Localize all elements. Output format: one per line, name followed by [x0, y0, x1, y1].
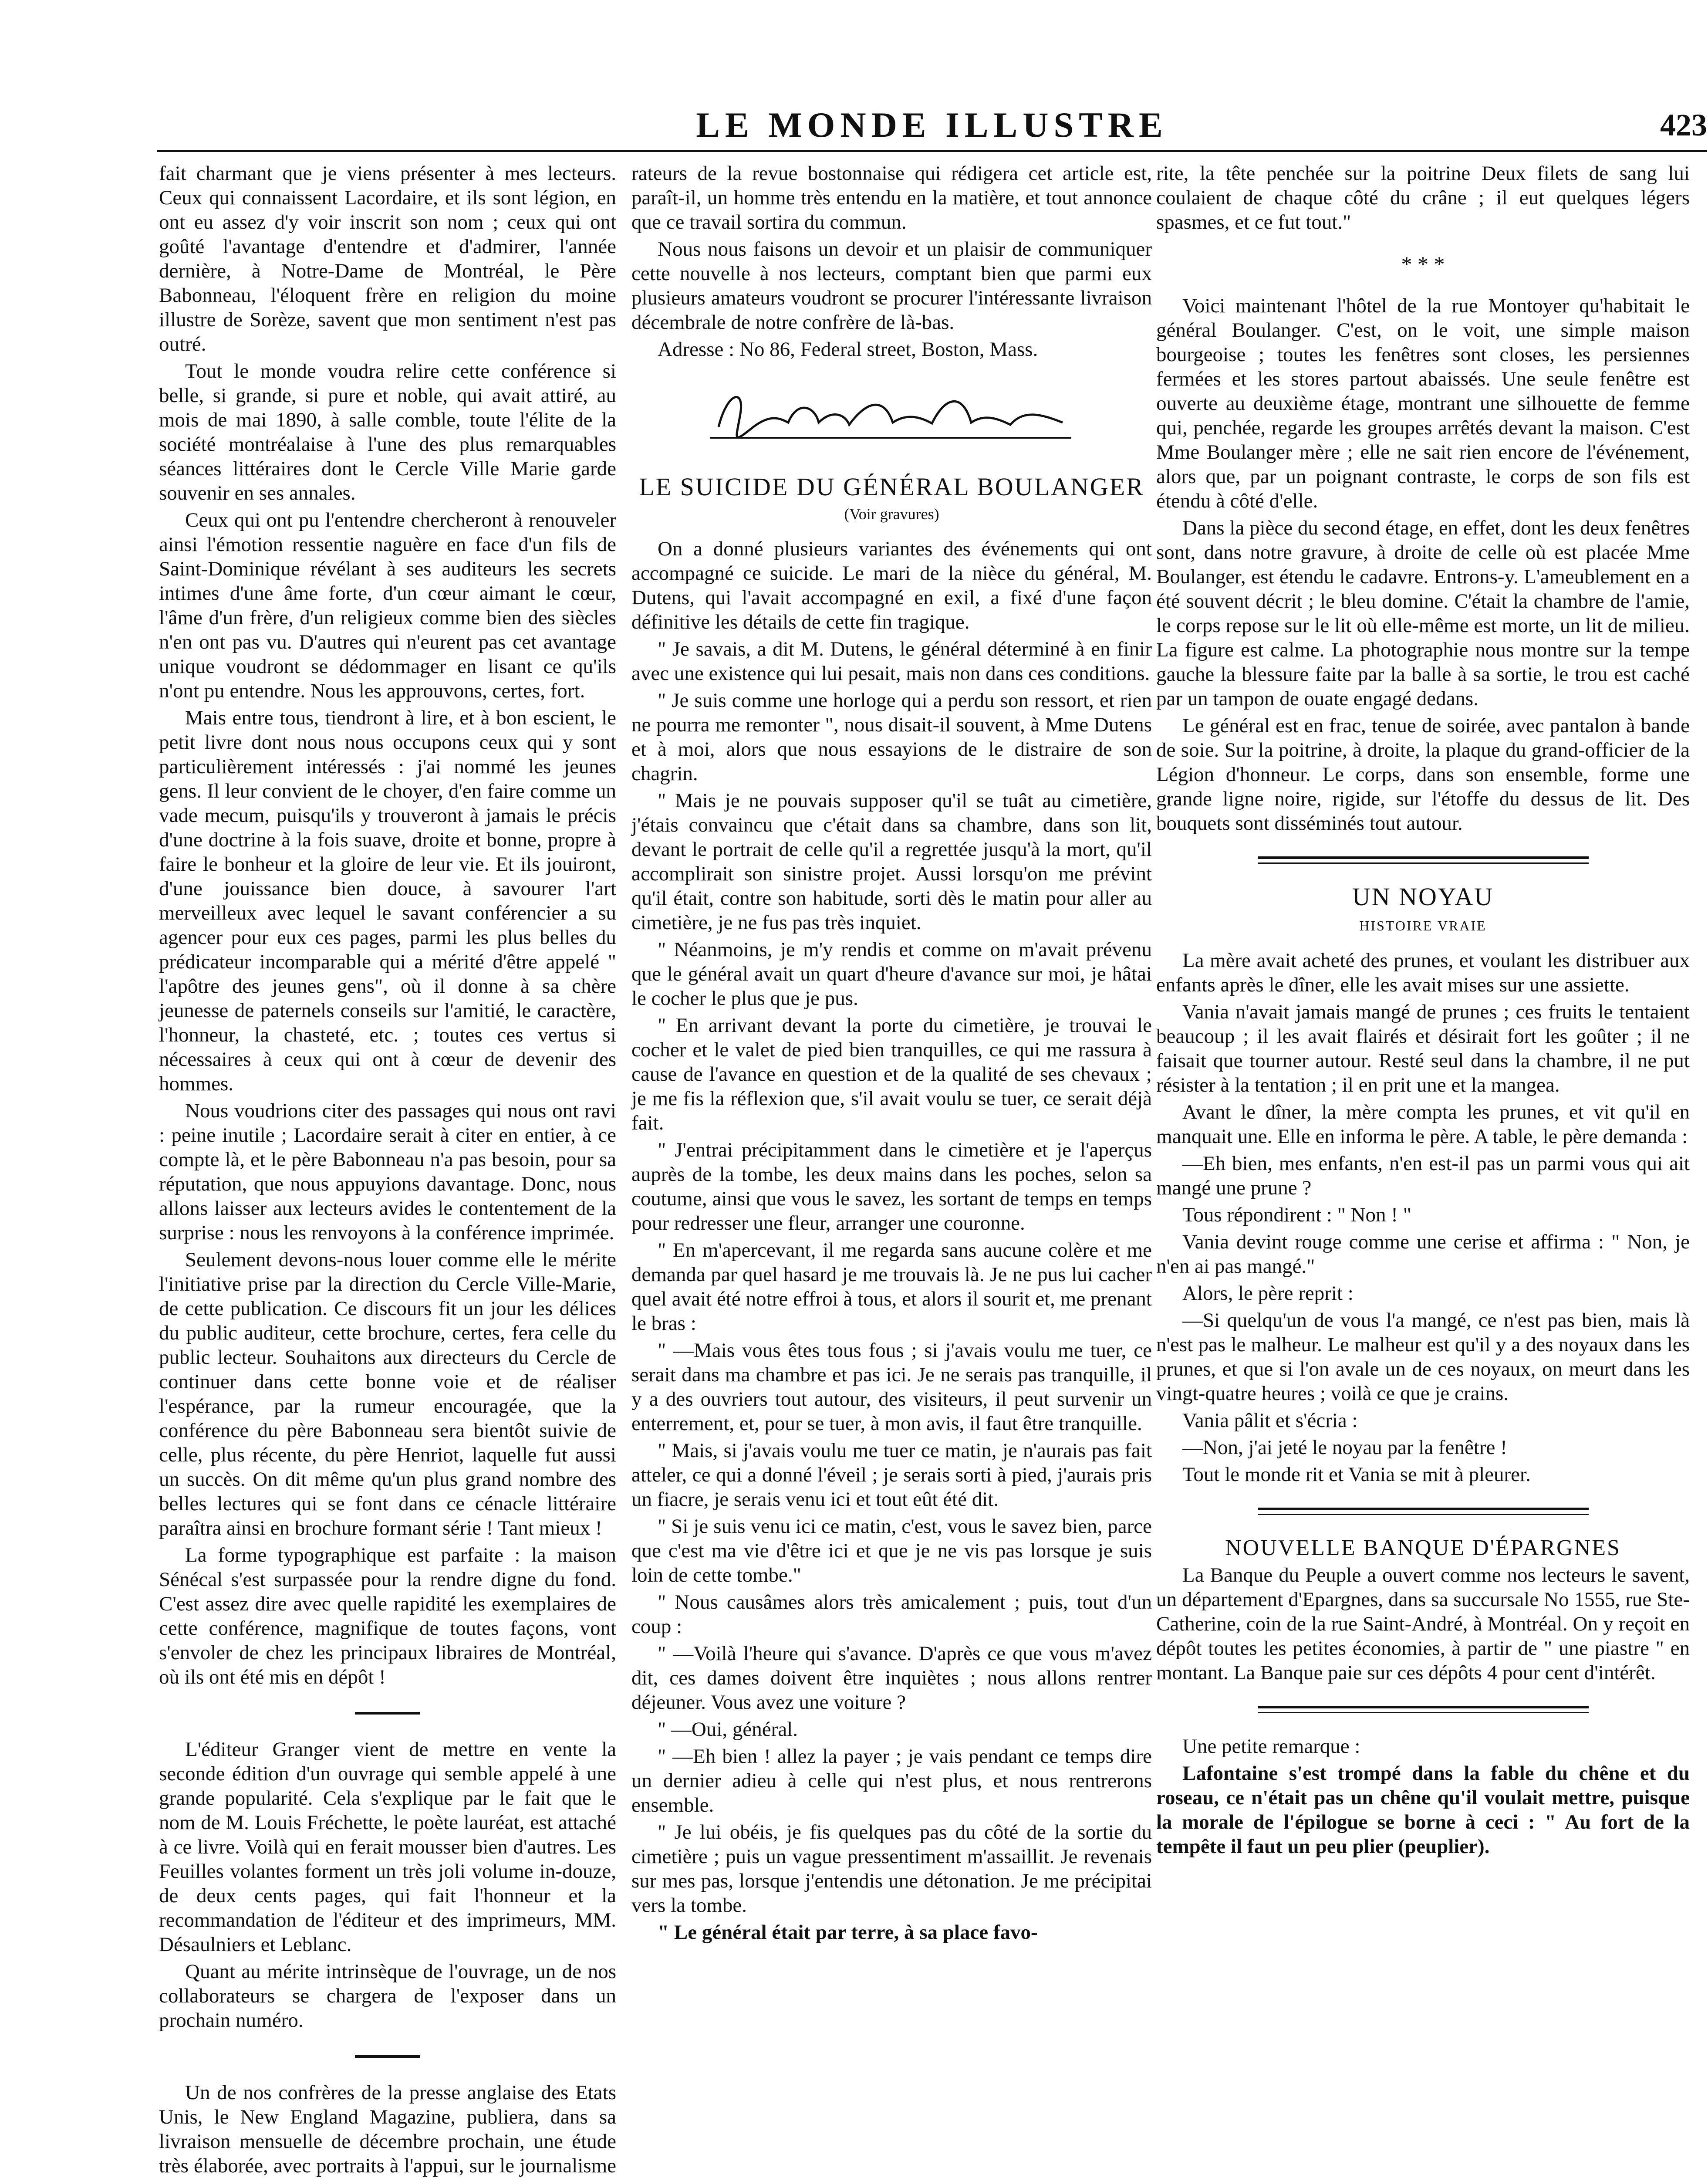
paragraph: On a donné plusieurs variantes des événements qui ont accompagné ce suicide. Le mari de la nièce du général, M. Dutens, qui l'avait accompagné en exil, a fixé d'une façon définitive les détails de cette fin tragique. — [631, 538, 1152, 633]
section-divider — [355, 1712, 420, 1715]
paragraph: Tous répondirent : " Non ! " — [1182, 1204, 1411, 1226]
paragraph: Un de nos confrères de la presse anglaise des Etats Unis, le New England Magazine, publiera, dans sa livraison mensuelle de décembre prochain, une étude très élaborée, avec portraits à l'appui, sur le journalisme — [159, 2081, 616, 2177]
paragraph: Vania pâlit et s'écria : — [1182, 1409, 1358, 1432]
noyau-subtitle: HISTOIRE VRAIE — [1359, 918, 1487, 933]
paragraph: —Non, j'ai jeté le noyau par la fenêtre ! — [1182, 1436, 1507, 1459]
section-divider — [1258, 1508, 1589, 1515]
paragraph: " —Voilà l'heure qui s'avance. D'après ce que vous m'avez dit, ces dames doivent être inquiètes ; nous allons rentrer déjeuner. Vous avez une voiture ? — [631, 1642, 1152, 1714]
paragraph: Avant le dîner, la mère compta les prunes, et vit qu'il en manquait une. Elle en informa le père. A table, le père demanda : — [1156, 1101, 1690, 1148]
section-divider — [1258, 856, 1589, 864]
paragraph: Seulement devons-nous louer comme elle le mérite l'initiative prise par la direction du Cercle Ville-Marie, de cette publication. Ce discours fit un jour les délices du public auditeur, cette brochure, certes, fera celle du public lecteur. Souhaitons aux directeurs du Cercle de continuer dans cette bonne voie et de réaliser l'espérance, par la rumeur encouragée, que la conférence du père Babonneau sera bientôt suivie de celle, plus récente, du père Henriot, laquelle fut aussi un succès. On dit même qu'un plus grand nombre des belles lectures qui se font dans ce cénacle littéraire paraîtra ainsi en brochure formant série ! Tant mieux ! — [159, 1248, 616, 1539]
signature — [631, 375, 1152, 457]
address-line: Adresse : No 86, Federal street, Boston, Mass. — [658, 338, 1038, 361]
column-2 — [631, 161, 1152, 1947]
paragraph: " —Mais vous êtes tous fous ; si j'avais voulu me tuer, ce serait dans ma chambre et pas ici. Je ne serais pas tranquille, il y a des ouvriers tout autour, des visiteurs, il peut survenir un enterrement, et, pour se tuer, à mon avis, il faut être tranquille. — [631, 1339, 1152, 1435]
paragraph: " En m'apercevant, il me regarda sans aucune colère et me demanda par quel hasard je me trouvais là. Je ne pus lui cacher quel avait été notre effroi à tous, et alors il sourit et, me prenant le bras : — [631, 1239, 1152, 1335]
paragraph: " Je suis comme une horloge qui a perdu son ressort, et rien ne pourra me remonter ", nous disait-il souvent, à Mme Dutens et à moi, alors que nous essayions de le distraire de son chagrin. — [631, 689, 1152, 785]
paragraph: " Le général était par terre, à sa place favo- — [658, 1921, 1038, 1944]
paragraph: Une petite remarque : — [1182, 1735, 1360, 1758]
paragraph: " Je savais, a dit M. Dutens, le général déterminé à en finir avec une existence qui lui pesait, mais non dans ces conditions. — [631, 638, 1152, 685]
paragraph: Quant au mérite intrinsèque de l'ouvrage, un de nos collaborateurs se chargera de l'exposer dans un prochain numéro. — [159, 1960, 616, 2032]
paragraph: Nous voudrions citer des passages qui nous ont ravi : peine inutile ; Lacordaire serait à citer en entier, à ce compte là, et le père Babonneau n'a pas besoin, pour sa réputation, que nous appuyions davantage. Donc, nous allons laisser aux lecteurs avides le contentement de la surprise : nous les renvoyons à la conférence imprimée. — [159, 1099, 616, 1244]
paragraph: Vania devint rouge comme une cerise et affirma : " Non, je n'en ai pas mangé." — [1156, 1231, 1690, 1278]
paragraph: rateurs de la revue bostonnaise qui rédigera cet article est, paraît-il, un homme très entendu en la matière, et tout annonce que ce travail sortira du commun. — [631, 162, 1152, 233]
paragraph: " J'entrai précipitamment dans le cimetière et je l'aperçus auprès de la tombe, les deux mains dans les poches, selon sa coutume, ainsi que vous le savez, les sortant de temps en temps pour redresser une fleur, arranger une couronne. — [631, 1139, 1152, 1234]
paragraph: Tout le monde rit et Vania se mit à pleurer. — [1182, 1463, 1531, 1486]
paragraph: " Si je suis venu ici ce matin, c'est, vous le savez bien, parce que c'est ma vie d'être ici et que je ne vis pas lorsque je suis loin de cette tombe." — [631, 1515, 1152, 1586]
section-divider — [355, 2055, 420, 2058]
masthead — [157, 105, 1707, 152]
masthead-rule — [157, 150, 1707, 152]
paragraph: Lafontaine s'est trompé dans la fable du chêne et du roseau, ce n'était pas un chêne qu'il voulait mettre, puisque la morale de l'épilogue se borne à ceci : " Au fort de la tempête il faut un peu plier (peuplier). — [1156, 1762, 1690, 1858]
paragraph: La forme typographique est parfaite : la maison Sénécal s'est surpassée pour la rendre digne du fond. C'est assez dire avec quelle rapidité les exemplaires de cette conférence, magnifique de toutes façons, vont s'envoler de chez les principaux libraires de Montréal, où ils ont été mis en dépôt ! — [159, 1544, 616, 1688]
section-divider — [1258, 1706, 1589, 1713]
paragraph: Nous nous faisons un devoir et un plaisir de communiquer cette nouvelle à nos lecteurs, comptant bien que parmi eux plusieurs amateurs voudront se procurer l'intéressante livraison décembrale de notre confrère de là-bas. — [631, 238, 1152, 334]
paragraph: " —Eh bien ! allez la payer ; je vais pendant ce temps dire un dernier adieu à celle qui n'est plus, et nous rentrerons ensemble. — [631, 1745, 1152, 1816]
paragraph: Dans la pièce du second étage, en effet, dont les deux fenêtres sont, dans notre gravure, à droite de celle où est placée Mme Boulanger, est étendu le cadavre. Entrons-y. L'ameublement en a été souvent décrit ; le bleu domine. C'était la chambre de l'amie, le corps repose sur le lit où elle-même est morte, un lit de milieu. La figure est calme. La photographie nous montre sur la tempe gauche la blessure faite par la balle à sa sortie, le trou est caché par un tampon de ouate engagé dedans. — [1156, 517, 1690, 710]
paragraph: Ceux qui ont pu l'entendre chercheront à renouveler ainsi l'émotion ressentie naguère en face d'un fils de Saint-Dominique révélant à ses auditeurs les secrets intimes d'une âme forte, d'un cœur aimant le cœur, l'âme d'un frère, d'un religieux comme bien des siècles n'en ont pas vu. D'autres qui n'eurent pas cet avantage unique voudront se dédommager en lisant ce qu'ils n'ont pu entendre. Nous les approuvons, certes, fort. — [159, 509, 616, 702]
paragraph: rite, la tête penchée sur la poitrine Deux filets de sang lui coulaient de chaque côté du crâne ; il eut quelques légers spasmes, et ce fut tout." — [1156, 162, 1690, 233]
paragraph: L'éditeur Granger vient de mettre en vente la seconde édition d'un ouvrage qui semble appelé à une grande popularité. Cela s'explique par le fait que le nom de M. Louis Fréchette, le poète lauréat, est attaché à ce livre. Voilà qui en ferait mousser bien d'autres. Les Feuilles volantes forment un très joli volume in-douze, de deux cents pages, qui fait l'honneur et la recommandation de l'éditeur et des imprimeurs, MM. Désaulniers et Leblanc. — [159, 1738, 616, 1956]
article-subtitle: (Voir gravures) — [844, 505, 939, 523]
article-title: LE SUICIDE DU GÉNÉRAL BOULANGER — [639, 473, 1144, 501]
page-number: 423 — [1660, 108, 1707, 142]
paragraph: Alors, le père reprit : — [1182, 1282, 1354, 1305]
paragraph: " En arrivant devant la porte du cimetière, je trouvai le cocher et le valet de pied bien tranquilles, ce qui me rassura à cause de l'avance en question et de la qualité de ses chevaux ; je me fis la réflexion que, s'il avait voulu se tuer, ce serait déjà fait. — [631, 1014, 1152, 1134]
paragraph: " Je lui obéis, je fis quelques pas du côté de la sortie du cimetière ; puis un vague pressentiment m'assaillit. Je revenais sur mes pas, lorsque j'entendis une détonation. Je me précipitai vers la tombe. — [631, 1821, 1152, 1917]
noyau-title: UN NOYAU — [1352, 883, 1494, 911]
paragraph: " —Oui, général. — [658, 1718, 798, 1741]
paragraph: " Nous causâmes alors très amicalement ; puis, tout d'un coup : — [631, 1591, 1152, 1638]
paragraph: " Mais je ne pouvais supposer qu'il se tuât au cimetière, j'étais convaincu que c'était dans sa chambre, dans son lit, devant le portrait de celle qu'il a regrettée jusqu'à la mort, qu'il accomplirait son sinistre projet. Aussi lorsqu'on me prévint qu'il était, contre son habitude, sorti dès le matin pour aller au cimetière, je ne fus pas très inquiet. — [631, 789, 1152, 934]
paragraph: Le général est en frac, tenue de soirée, avec pantalon à bande de soie. Sur la poitrine, à droite, la plaque du grand-officier de la Légion d'honneur. Le corps, dans son ensemble, forme une grande ligne noire, rigide, sur l'étoffe du dessus de lit. Des bouquets sont disséminés tout autour. — [1156, 714, 1690, 835]
paragraph: Vania n'avait jamais mangé de prunes ; ces fruits le tentaient beaucoup ; il les avait flairés et désirait fort les goûter ; il ne faisait que tourner autour. Resté seul dans la chambre, il ne put résister à la tentation ; il en prit une et la mangea. — [1156, 1001, 1690, 1096]
banque-title: NOUVELLE BANQUE D'ÉPARGNES — [1225, 1535, 1621, 1560]
paragraph: —Si quelqu'un de vous l'a mangé, ce n'est pas bien, mais là n'est pas le malheur. Le malheur est qu'il y a des noyaux dans les prunes, et que si l'on avale un de ces noyaux, on meurt dans les vingt-quatre heures ; voilà ce que je crains. — [1156, 1309, 1690, 1405]
paragraph: —Eh bien, mes enfants, n'en est-il pas un parmi vous qui ait mangé une prune ? — [1156, 1152, 1690, 1199]
newspaper-title: LE MONDE ILLUSTRE — [696, 105, 1168, 145]
paragraph: " Mais, si j'avais voulu me tuer ce matin, je n'aurais pas fait atteler, ce qui a donné l'éveil ; je serais sorti à pied, j'aurais pris un fiacre, je serais venu ici et tout eût été dit. — [631, 1439, 1152, 1511]
asterism: * * * — [1401, 252, 1445, 276]
paragraph: Mais entre tous, tiendront à lire, et à bon escient, le petit livre dont nous nous occupons ceux qui y sont particulièrement intéressés : j'ai nommé les jeunes gens. Il leur convient de le choyer, d'en faire comme un vade mecum, puisqu'ils y trouveront à jamais le précis d'une doctrine à la fois suave, droite et bonne, propre à faire le bonheur et la gloire de leur vie. Et ils jouiront, d'une jouissance bien douce, à savourer l'art merveilleux avec lequel le savant conférencier a su agencer pour eux ces pages, parmi les plus belles du prédicateur incomparable qui a mérité d'être appelé " l'apôtre des jeunes gens", où il donne à sa chère jeunesse de paternels conseils sur l'amitié, le caractère, l'honneur, la chasteté, etc. ; toutes ces vertus si nécessaires à ceux qui ont à cœur de devenir des hommes. — [159, 707, 616, 1095]
signature-graphic — [631, 375, 1152, 457]
column-3 — [1156, 161, 1690, 1861]
paragraph: fait charmant que je viens présenter à mes lecteurs. Ceux qui connaissent Lacordaire, et ils sont légion, en ont eu assez d'y voir inscrit son nom ; ceux qui ont goûté l'avantage d'entendre et d'admirer, l'année dernière, à Notre-Dame de Montréal, le Père Babonneau, l'éloquent frère en religion du moine illustre de Sorèze, savent que mon sentiment n'est pas outré. — [159, 162, 616, 355]
paragraph: " Néanmoins, je m'y rendis et comme on m'avait prévenu que le général avait un quart d'heure d'avance sur moi, je hâtai le cocher le plus que je pus. — [631, 938, 1152, 1010]
column-1 — [159, 161, 616, 2178]
paragraph: Voici maintenant l'hôtel de la rue Montoyer qu'habitait le général Boulanger. C'est, on le voit, une simple maison bourgeoise ; toutes les fenêtres sont closes, les persiennes fermées et les stores partout abaissés. Une seule fenêtre est ouverte au deuxième étage, montrant une silhouette de femme qui, penchée, regarde les groupes arrêtés devant la maison. C'est Mme Boulanger mère ; elle ne sait rien encore de l'événement, alors que, par un poignant contraste, le corps de son fils est étendu à côté d'elle. — [1156, 294, 1690, 512]
paragraph: Tout le monde voudra relire cette conférence si belle, si grande, si pure et noble, qui avait attiré, au mois de mai 1890, à salle comble, toute l'élite de la société montréalaise à l'une des plus remarquables séances littéraires dont le Cercle Ville Marie garde souvenir en ses annales. — [159, 360, 616, 504]
paragraph: La mère avait acheté des prunes, et voulant les distribuer aux enfants après le dîner, elle les avait mises sur une assiette. — [1156, 949, 1690, 996]
paragraph: La Banque du Peuple a ouvert comme nos lecteurs le savent, un département d'Epargnes, dans sa succursale No 1555, rue Ste-Catherine, coin de la rue Saint-André, à Montréal. On y reçoit en dépôt toutes les petites économies, à partir de " une piastre " en montant. La Banque paie sur ces dépôts 4 pour cent d'intérêt. — [1156, 1564, 1690, 1684]
